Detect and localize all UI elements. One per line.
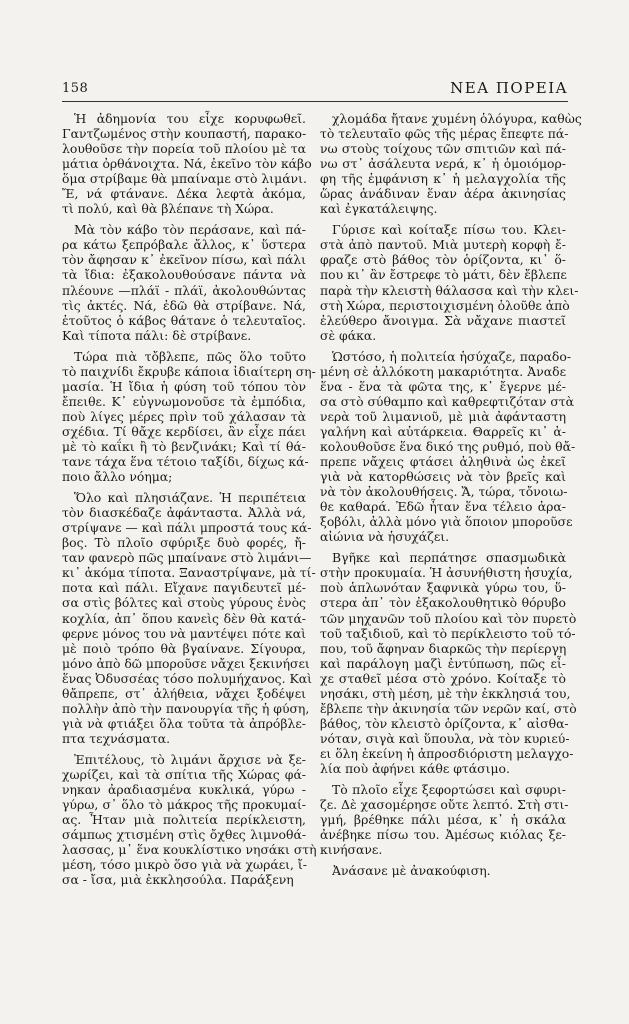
text-line: ἕνας Ὀδυσσέας τόσο πολυμήχανος. Καὶ xyxy=(62,670,312,686)
text-line: νω στ᾿ ἀσάλευτα νερά, κ᾿ ἡ ὁμοιόμορ- xyxy=(320,156,566,172)
text-line: τὸν ἄφησαν κ᾿ ἐκεῖνον πίσω, καὶ πάλι xyxy=(62,252,306,268)
text-line: τῶν μηχανῶν τοῦ πλοίου καὶ τὸν πυρετὸ xyxy=(320,610,577,626)
text-line: καὶ ἐγκατάλειψης. xyxy=(320,201,438,217)
text-line: θἄπρεπε, στ᾿ ἀλήθεια, νἄχει ξοδέψει xyxy=(62,685,306,701)
text-line: νω στοὺς τοίχους τῶν σπιτιῶν καὶ πά- xyxy=(320,141,566,157)
text-line: ταν φανερὸ πῶς μπαίνανε στὸ λιμάνι— xyxy=(62,550,312,566)
text-line: μὲ ποιὸ τρόπο θὰ βγαίνανε. Σίγουρα, xyxy=(62,640,306,656)
text-line: Ἡ ἀδημονία του εἶχε κορυφωθεῖ. xyxy=(74,111,306,126)
right-text-column xyxy=(320,111,582,884)
text-line: μάτια ὀρθάνοιχτα. Νά, ἐκεῖνο τὸν κάβο xyxy=(62,156,312,172)
text-line: βος. Τὸ πλοῖο σφύριξε δυὸ φορές, ἤ- xyxy=(62,535,306,551)
text-line: νησάκι, στὴ μέση, μὲ τὴν ἐκκλησιά του, xyxy=(320,685,571,701)
text-line: ποτα καὶ πάλι. Εἴχανε παγιδευτεῖ μέ- xyxy=(62,580,306,596)
text-line: Ἔ, νά φτάνανε. Δέκα λεφτὰ ἀκόμα, xyxy=(62,186,306,202)
text-line: φερνε μόνος του νὰ μαντέψει πότε καὶ xyxy=(62,625,306,641)
left-text-column xyxy=(62,111,317,893)
text-line: που, τοῦ ἄφηναν διαρκῶς τὴν περίεργη xyxy=(320,640,567,656)
paragraph xyxy=(320,782,569,858)
text-line: Γύρισε καὶ κοίταξε πίσω του. Κλει- xyxy=(332,222,566,238)
text-line: χωρίζει, καὶ τὰ σπίτια τῆς Χώρας φά- xyxy=(62,766,306,782)
text-line: σα - ἴσα, μιὰ ἐκκλησούλα. Παράξενη xyxy=(62,872,294,888)
text-line: χε σταθεῖ μέσα στὸ χρόνο. Κοίταξε τὸ xyxy=(320,670,566,686)
text-line: ὥρας ἀνάδιναν ἕναν ἀέρα ἀκινησίας xyxy=(320,186,566,202)
text-line: τοῦ ταξιδιοῦ, καὶ τὸ περίκλειστο τοῦ τό- xyxy=(320,625,576,641)
text-line: Ὡστόσο, ἡ πολιτεία ἡσύχαζε, παραδο- xyxy=(332,348,572,364)
text-line: γαλήνη καὶ αὐτάρκεια. Θαρρεῖς κι᾿ ἀ- xyxy=(320,423,566,439)
text-line: ἐτοῦτος ὁ κάβος θάτανε ὁ τελευταῖος. xyxy=(62,312,306,328)
text-line: Ὅλο καὶ πλησιάζανε. Ἡ περιπέτεια xyxy=(74,490,306,506)
text-line: λουθοῦσε τὴν πορεία τοῦ πλοίου μὲ τα xyxy=(62,141,306,157)
text-line: γιὰ νὰ κατορθώσεις νὰ τὸν βρεῖς καὶ xyxy=(320,469,566,485)
text-line: πτα τεχνάσματα. xyxy=(62,730,171,746)
text-line: σα στὶς βόλτες καὶ στοὺς γύρους ἑνὸς xyxy=(62,595,306,611)
text-line: ας. Ἦταν μιὰ πολιτεία περίκλειστη, xyxy=(62,812,306,828)
text-line: μέση, τόσο μικρὸ ὅσο γιὰ νὰ χωράει, ἴ- xyxy=(62,857,307,873)
text-line: Ἀνάσανε μὲ ἀνακούφιση. xyxy=(332,863,491,879)
text-line: μένη σὲ ἀλλόκοτη μακαριότητα. Ἀναδε xyxy=(320,363,566,379)
text-line: που κι᾿ ἂν ἔστρεφε τὸ μάτι, δὲν ἔβλεπε xyxy=(320,267,567,283)
text-line: Τώρα πιὰ τὄβλεπε, πῶς ὅλο τοῦτο xyxy=(74,348,306,364)
paragraph xyxy=(62,348,316,485)
text-line: ἐλεύθερο ἄνοιγμα. Σὰ νἄχανε πιαστεῖ xyxy=(320,312,566,328)
text-line: σάμπως χτισμένη στὶς ὄχθες λιμνοθά- xyxy=(62,827,306,843)
text-line: καὶ παράλογη μαζὶ ἐντύπωση, πῶς εἶ- xyxy=(320,655,566,671)
text-line: βάθος, τὸν κλειστὸ ὁρίζοντα, κ᾿ αἰσθα- xyxy=(320,715,569,731)
text-line: μὲ τὸ καΐκι ἢ τὸ βενζινάκι; Καὶ τί θά- xyxy=(62,438,306,454)
text-line: πολλὴν ἀπὸ τὴν πανουργία τῆς ἡ φύση, xyxy=(62,700,310,716)
text-line: Μὰ τὸν κάβο τὸν περάσανε, καὶ πά- xyxy=(74,222,306,238)
text-line: τανε τάχα ἕνα τέτοιο ταξίδι, δίχως κά- xyxy=(62,454,309,470)
text-line: Καὶ τίποτα πάλι: δὲ στρίβανε. xyxy=(62,327,252,343)
text-line: Γαντζωμένος στὴν κουπαστή, παρακο- xyxy=(62,126,307,142)
paragraph xyxy=(62,222,306,342)
running-title: ΝΕΑ ΠΟΡΕΙΑ xyxy=(450,79,568,97)
text-line: νὰ τὸν ἀκολουθήσεις. Ἄ, τώρα, τὄνοιω- xyxy=(320,484,568,500)
text-line: αἰώνια νὰ ἡσυχάζει. xyxy=(320,529,450,545)
text-line: στερα ἀπ᾿ τὸν ἐξακολουθητικὸ θόρυβο xyxy=(320,595,566,611)
text-line: ει ὅλη ἐκείνη ἡ ἀπροσδιόριστη μελαγχο- xyxy=(320,745,574,761)
text-line: στρίψανε — καὶ πάλι μπροστά τους κά- xyxy=(62,520,312,536)
text-line: χλομάδα ἤτανε χυμένη ὁλόγυρα, καθὼς xyxy=(332,111,582,126)
text-line: μασία. Ἡ ἴδια ἡ φύση τοῦ τόπου τὸν xyxy=(62,378,306,394)
text-line: ποιο ἄλλο νόημα; xyxy=(62,469,173,485)
text-line: παρὰ τὴν κλειστὴ θάλασσα καὶ τὴν κλει- xyxy=(320,282,579,298)
text-line: στὴ Χώρα, περιστοιχισμένη ὁλοῦθε ἀπὸ xyxy=(320,297,570,313)
text-line: ποὺ λίγες μέρες πρὶν τοῦ χάλασαν τὰ xyxy=(62,408,306,424)
paragraph xyxy=(320,863,566,878)
paragraph xyxy=(62,111,312,217)
text-line: Βγῆκε καὶ περπάτησε σπασμωδικὰ xyxy=(332,550,566,566)
text-line: ξοβόλι, ἀλλὰ μόνο γιὰ ὅποιον μποροῦσε xyxy=(320,514,573,530)
text-line: γύρω, σ᾿ ὅλο τὸ μάκρος τῆς προκυμαί- xyxy=(62,797,306,813)
text-line: τὶ πολύ, καὶ θὰ βλέπανε τὴ Χώρα. xyxy=(62,201,274,217)
text-line: ἔβλεπε τὴν ἀκινησία τῶν νερῶν καί, στὸ xyxy=(320,700,577,716)
text-line: πρεπε νἄχεις φτάσει ἀληθινὰ ὡς ἐκεῖ xyxy=(320,454,566,470)
paragraph xyxy=(320,222,579,343)
text-line: ἀνέβηκε πίσω του. Ἀμέσως κιόλας ξε- xyxy=(320,827,566,843)
text-line: ζε. Δὲ χασομέρησε οὔτε λεπτό. Στὴ στι- xyxy=(320,797,569,813)
text-line: ἔπειθε. Κ᾿ εὐγνωμονοῦσε τὰ ἐμπόδια, xyxy=(62,393,306,409)
text-line: τὸ παιχνίδι ἔκρυβε κάποια ἰδιαίτερη ση- xyxy=(62,363,316,379)
text-line: κολουθοῦσε ἕνα δικό της ρυθμό, ποὺ θἄ- xyxy=(320,438,576,454)
text-line: τὸ τελευταῖο φῶς τῆς μέρας ἔπεφτε πά- xyxy=(320,126,569,142)
page-number: 158 xyxy=(62,81,89,96)
text-line: φραζε στὸ βάθος τὸν ὁρίζοντα, κι᾿ ὅ- xyxy=(320,252,566,268)
text-line: λία ποὺ ἀφήνει κάθε φτάσιμο. xyxy=(320,760,510,776)
text-line: ρα κάτω ξεπρόβαλε ἄλλος, κ᾿ ὕστερα xyxy=(62,237,306,253)
text-line: τὰ ἴδια: ἐξακολουθούσανε πάντα νὰ xyxy=(62,267,306,283)
paragraph xyxy=(62,751,317,888)
text-line: γιὰ νὰ φτιάξει ὅλα τοῦτα τὰ ἀπρόβλε- xyxy=(62,715,306,731)
text-line: σὲ φάκα. xyxy=(320,327,377,343)
text-line: πλέουνε —πλάϊ - πλάϊ, ἀκολουθώντας xyxy=(62,282,306,298)
text-line: τὶς ἀκτές. Νά, ἐδῶ θὰ στρίβανε. Νά, xyxy=(62,297,306,313)
text-line: γμή, βρέθηκε πάλι μέσα, κ᾿ ἡ σκάλα xyxy=(320,812,566,828)
text-line: φη τῆς ἐμφάνιση κ᾿ ἡ μελαγχολία τῆς xyxy=(320,171,566,187)
text-line: σχέδια. Τί θἄχε κερδίσει, ἂν εἶχε πάει xyxy=(62,423,306,439)
text-line: στὰ ἀπὸ παντοῦ. Μιὰ μυτερὴ κορφὴ ἔ- xyxy=(320,237,566,253)
text-line: στὴν προκυμαία. Ἡ ἀσυνήθιστη ἡσυχία, xyxy=(320,565,573,581)
text-line: ἕνα - ἕνα τὰ φῶτα της, κ᾿ ἔγερνε μέ- xyxy=(320,378,566,394)
text-line: νηκαν ἀραδιασμένα κυκλικά, γύρω - xyxy=(62,782,306,798)
text-line: κινήσανε. xyxy=(320,842,383,858)
text-line: κοχλία, ἀπ᾿ ὅπου κανεὶς δὲν θὰ κατά- xyxy=(62,610,306,626)
text-line: σα στὸ σύθαμπο καὶ καθρεφτιζόταν στὰ xyxy=(320,393,575,409)
text-line: Ἐπιτέλους, τὸ λιμάνι ἄρχισε νὰ ξε- xyxy=(74,751,306,767)
paragraph xyxy=(62,490,316,746)
text-line: ποὺ ἁπλωνόταν ξαφνικὰ γύρω του, ὕ- xyxy=(320,580,566,596)
text-line: τὸν διασκέδαζε ἀφάνταστα. Ἀλλὰ νά, xyxy=(62,505,306,521)
text-line: μόνο ἀπὸ δῶ μποροῦσε νἄχει ξεκινήσει xyxy=(62,655,310,671)
text-line: νερὰ τοῦ λιμανιοῦ, μὲ μιὰ ἀφάνταστη xyxy=(320,408,566,424)
page-header xyxy=(62,79,568,102)
text-line: κι᾿ ἀκόμα τίποτα. Ξαναστρίψανε, μὰ τί- xyxy=(62,565,316,581)
text-line: ὅμα στρίβαμε θὰ μπαίναμε στὸ λιμάνι. xyxy=(62,171,307,187)
paragraph xyxy=(320,550,577,776)
paragraph xyxy=(320,111,582,217)
text-line: θε καθαρά. Ἐδῶ ἦταν ἕνα τέλειο ἀρα- xyxy=(320,499,566,515)
paragraph xyxy=(320,348,576,545)
text-line: Τὸ πλοῖο εἶχε ξεφορτώσει καὶ σφυρι- xyxy=(332,782,566,798)
text-line: νόταν, σιγὰ καὶ ὕπουλα, νὰ τὸν κυριεύ- xyxy=(320,730,570,746)
text-line: λασσας, μ᾿ ἕνα κουκλίστικο νησάκι στὴ xyxy=(62,842,317,858)
